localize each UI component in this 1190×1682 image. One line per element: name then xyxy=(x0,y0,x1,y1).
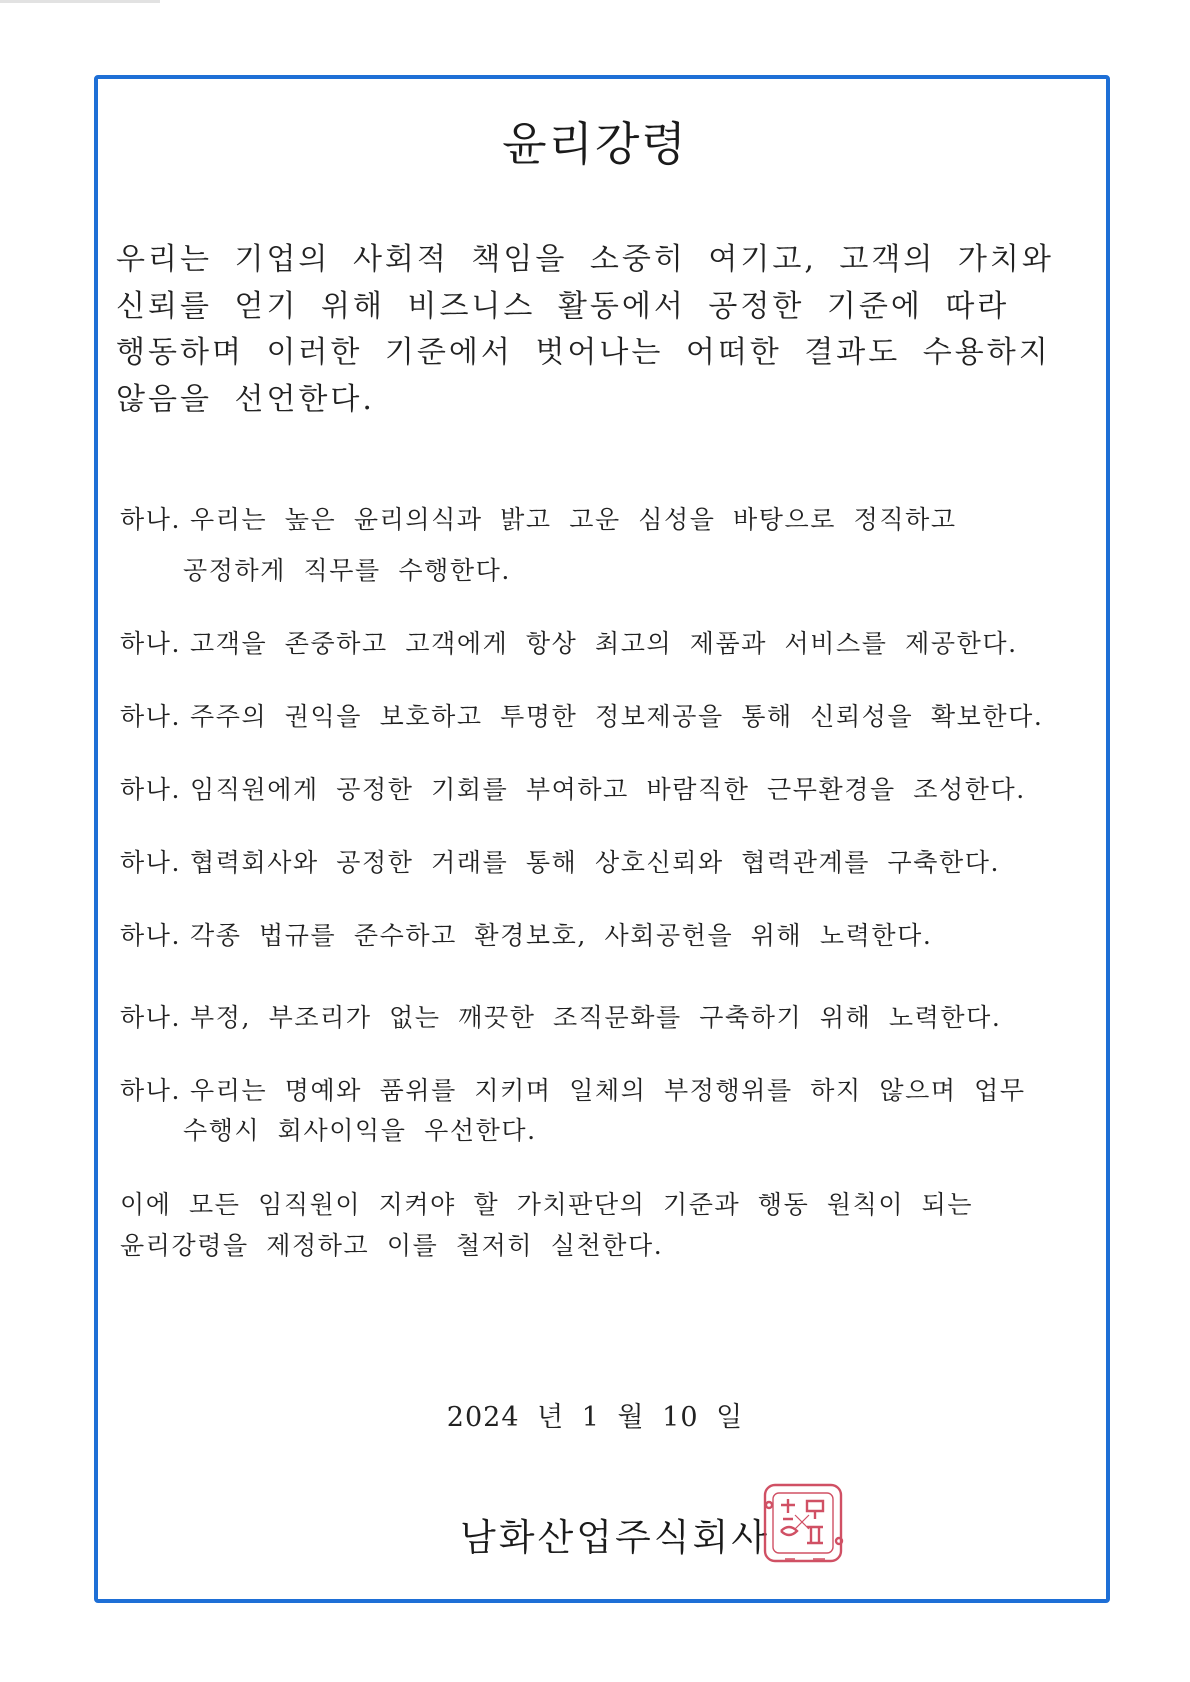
company-seal-icon xyxy=(755,1475,851,1571)
code-item-3 xyxy=(120,697,1080,733)
code-item-8 xyxy=(120,1071,1080,1107)
closing-line: 윤리강령을 제정하고 이를 철저히 실천한다. xyxy=(120,1231,664,1260)
item-text: 우리는 명예와 품위를 지키며 일체의 부정행위를 하지 않으며 업무 xyxy=(190,1076,1026,1105)
item-text: 우리는 높은 윤리의식과 밝고 고운 심성을 바탕으로 정직하고 xyxy=(190,505,957,534)
item-text: 임직원에게 공정한 기회를 부여하고 바람직한 근무환경을 조성한다. xyxy=(190,775,1026,804)
code-item-4 xyxy=(120,770,1080,806)
code-item-6 xyxy=(120,916,1080,952)
item-prefix: 하나. xyxy=(120,921,182,950)
intro-paragraph xyxy=(116,237,1054,423)
item-text: 주주의 권익을 보호하고 투명한 정보제공을 통해 신뢰성을 확보한다. xyxy=(190,702,1044,731)
intro-line: 않음을 선언한다. xyxy=(116,381,375,417)
item-text: 고객을 존중하고 고객에게 항상 최고의 제품과 서비스를 제공한다. xyxy=(190,629,1018,658)
item-prefix: 하나. xyxy=(120,775,182,804)
item-text: 각종 법규를 준수하고 환경보호, 사회공헌을 위해 노력한다. xyxy=(190,921,933,950)
intro-line: 행동하며 이러한 기준에서 벗어나는 어떠한 결과도 수용하지 xyxy=(116,335,1051,370)
document-title: 윤리강령 xyxy=(502,117,688,171)
item-prefix: 하나. xyxy=(120,505,182,534)
intro-line: 우리는 기업의 사회적 책임을 소중히 여기고, 고객의 가치와 xyxy=(116,242,1054,277)
item-prefix: 하나. xyxy=(120,1076,182,1105)
code-item-1-continuation: 공정하게 직무를 수행한다. xyxy=(183,556,511,585)
code-item-5 xyxy=(120,843,1080,879)
code-item-2 xyxy=(120,624,1080,660)
scan-edge-mark xyxy=(0,0,160,3)
company-name: 남화산업주식회사 xyxy=(460,1516,770,1559)
item-prefix: 하나. xyxy=(120,848,182,877)
code-item-1 xyxy=(120,500,1080,536)
intro-line: 신뢰를 얻기 위해 비즈니스 활동에서 공정한 기준에 따라 xyxy=(116,288,1010,324)
item-prefix: 하나. xyxy=(120,1003,182,1032)
item-prefix: 하나. xyxy=(120,702,182,731)
item-text: 부정, 부조리가 없는 깨끗한 조직문화를 구축하기 위해 노력한다. xyxy=(190,1003,1002,1032)
item-text: 협력회사와 공정한 거래를 통해 상호신뢰와 협력관계를 구축한다. xyxy=(190,848,1001,877)
closing-line: 이에 모든 임직원이 지켜야 할 가치판단의 기준과 행동 원칙이 되는 xyxy=(120,1190,974,1219)
item-prefix: 하나. xyxy=(120,629,182,658)
code-item-7 xyxy=(120,998,1080,1034)
document-date: 2024 년 1 월 10 일 xyxy=(446,1402,744,1433)
code-item-8-continuation: 수행시 회사이익을 우선한다. xyxy=(183,1116,537,1145)
